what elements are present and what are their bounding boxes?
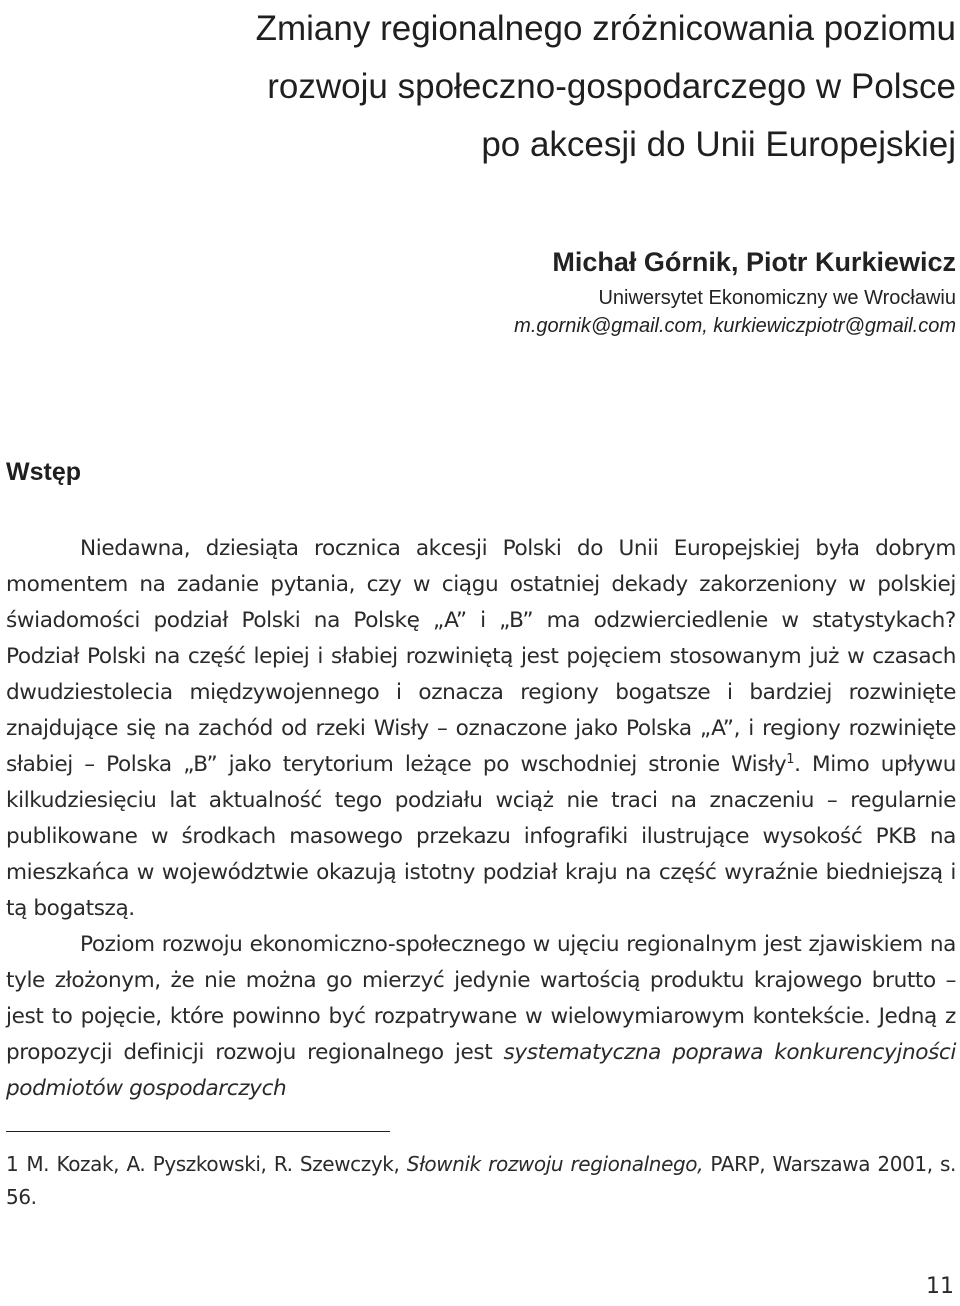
title-line-2: rozwoju społeczno-gospodarczego w Polsce	[267, 67, 956, 106]
footnote-number: 1	[6, 1152, 19, 1176]
paragraph-1-text-continued: . Mimo upływu kilkudziesięciu lat aktualność tego podziału wciąż nie traci na znaczeniu – regularnie publikowane w środkach masowego przekazu infografiki ilustrujące wysokość PKB na mieszkańca w województwie okazują istotny podział kraju na część wyraźnie biedniejszą i tą bogatszą.	[6, 752, 956, 921]
author-emails: m.gornik@gmail.com, kurkiewiczpiotr@gmail.com	[514, 315, 956, 337]
paragraph-2-text: Poziom rozwoju ekonomiczno-społecznego w ujęciu regionalnym jest zjawiskiem na tyle złożonym, że nie można go mierzyć jedynie wartością produktu krajowego brutto – jest to pojęcie, które powinno być rozpatrywane w wielowymiarowym kontekście. Jedną z propozycji definicji rozwoju regionalnego jest	[6, 932, 956, 1065]
paragraph-1	[6, 531, 956, 927]
title-line-3: po akcesji do Unii Europejskiej	[481, 125, 956, 164]
footnote-divider	[6, 1131, 390, 1132]
title-line-1: Zmiany regionalnego zróżnicowania poziomu	[255, 9, 956, 48]
footnote-text-end: PARP, Warszawa 2001, s. 56.	[6, 1152, 956, 1209]
section-heading: Wstęp	[6, 458, 81, 486]
paper-title	[256, 0, 956, 174]
footnote-text: M. Kozak, A. Pyszkowski, R. Szewczyk,	[26, 1152, 407, 1176]
body-text	[6, 531, 956, 1107]
footnote-italic-title: Słownik rozwoju regionalnego,	[406, 1152, 704, 1176]
footnote-reference[interactable]: 1	[786, 751, 795, 767]
author-names: Michał Górnik, Piotr Kurkiewicz	[552, 247, 956, 277]
page-number: 11	[926, 1274, 954, 1299]
paragraph-1-text: Niedawna, dziesiąta rocznica akcesji Polski do Unii Europejskiej była dobrym momentem na zadanie pytania, czy w ciągu ostatniej dekady zakorzeniony w polskiej świadomości podział Polski na Polskę „A” i „B” ma odzwierciedlenie w statystykach? Podział Polski na część lepiej i słabiej rozwiniętą jest pojęciem stosowanym już w czasach dwudziestolecia międzywojennego i oznacza regiony bogatsze i bardziej rozwinięte znajdujące się na zachód od rzeki Wisły – oznaczone jako Polska „A”, i regiony rozwinięte słabiej – Polska „B” jako terytorium leżące po wschodniej stronie Wisły	[6, 536, 956, 777]
paragraph-2	[6, 927, 956, 1107]
paragraph-2-italic: systematyczna poprawa konkurencyjności podmiotów gospodarczych	[6, 1040, 956, 1101]
footnote	[6, 1148, 956, 1214]
author-block	[514, 240, 956, 340]
author-affiliation: Uniwersytet Ekonomiczny we Wrocławiu	[598, 287, 956, 309]
